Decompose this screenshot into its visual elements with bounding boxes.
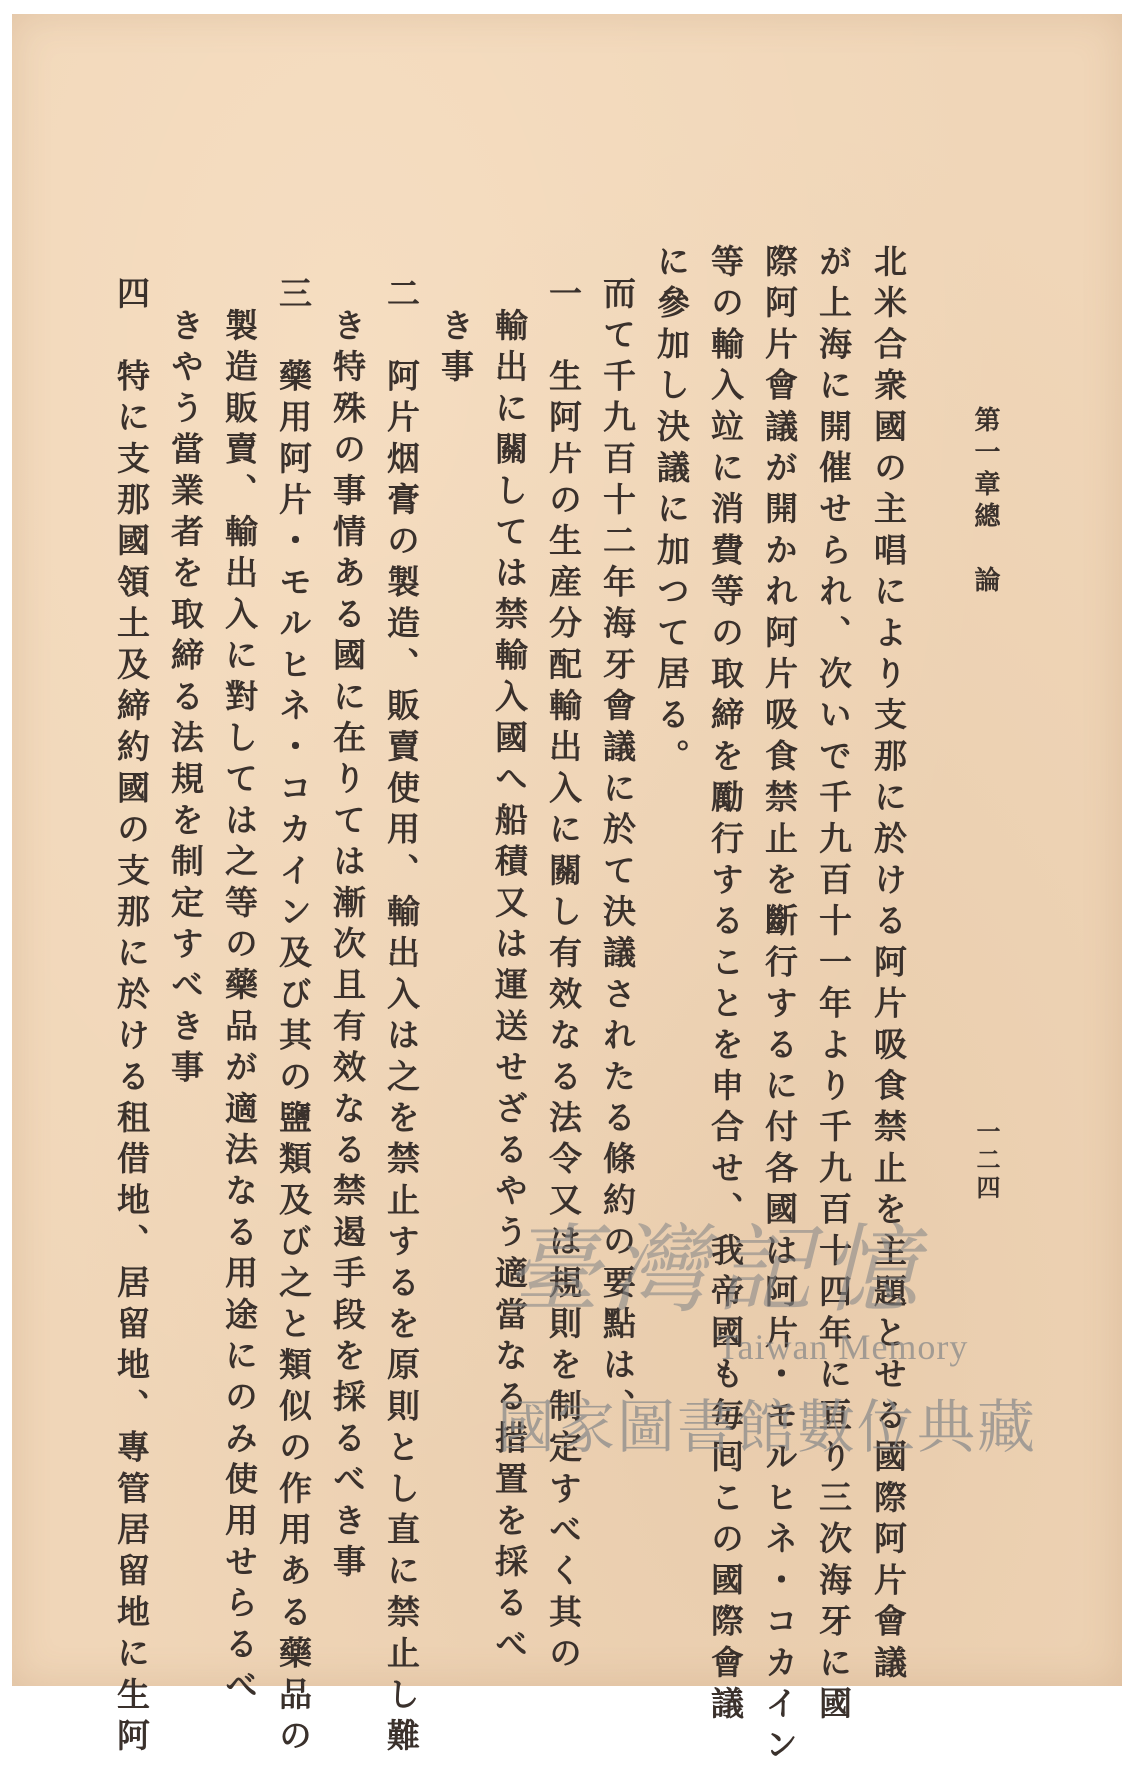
text-line: に參加し決議に加つて居る。 xyxy=(652,244,691,780)
watermark-seal-text: 臺灣記憶 xyxy=(504,1214,928,1326)
running-title: 第一章總 論 xyxy=(970,406,1000,598)
text-line: 三 藥用阿片・モルヒネ・コカイン及び其の鹽類及び之と類似の作用ある藥品の xyxy=(274,276,313,1760)
text-line: 四 特に支那國領土及締約國の支那に於ける租借地、居留地、專管居留地に生阿 xyxy=(112,276,151,1760)
page-number: 一二四 xyxy=(972,1119,1001,1203)
text-line: きやう當業者を取締る法規を制定すべき事 xyxy=(166,308,205,1091)
text-line: 際阿片會議が開かれ阿片吸食禁止を斷行するに付各國は阿片・モルヒネ・コカイン xyxy=(760,244,799,1768)
watermark-english: Taiwan Memory xyxy=(717,1327,969,1367)
text-line: き特殊の事情ある國に在りては漸次且有效なる禁遏手段を採るべき事 xyxy=(328,308,367,1586)
text-line: 而て千九百十二年海牙會議に於て決議されたる條約の要點は、 xyxy=(598,276,637,1430)
text-line: き事 xyxy=(436,308,475,391)
text-line: が上海に開催せられ、次いで千九百十一年より千九百十四年に亘り三次海牙に國 xyxy=(814,244,853,1728)
text-line: 製造販賣、輸出入に對しては之等の藥品が適法なる用途にのみ使用せらるべ xyxy=(220,308,259,1709)
text-line: 輸出に關しては禁輸入國へ船積又は運送せざるやう適當なる措置を採るべ xyxy=(490,308,529,1668)
document-page xyxy=(12,14,1122,1768)
text-line: 一 生阿片の生産分配輸出入に關し有效なる法令又は規則を制定すべく其の xyxy=(544,276,583,1677)
text-line: 北米合衆國の主唱により支那に於ける阿片吸食禁止を主題とせる國際阿片會議 xyxy=(869,244,908,1686)
watermark-chinese: 國家圖書館數位典藏 xyxy=(497,1393,1038,1461)
text-line: 二 阿片烟膏の製造、販賣使用、輸出入は之を禁止するを原則とし直に禁止し難 xyxy=(382,276,421,1760)
text-line: 等の輸入竝に消費等の取締を勵行することを申合せ、我帝國も毎囘この國際會議 xyxy=(706,244,745,1728)
